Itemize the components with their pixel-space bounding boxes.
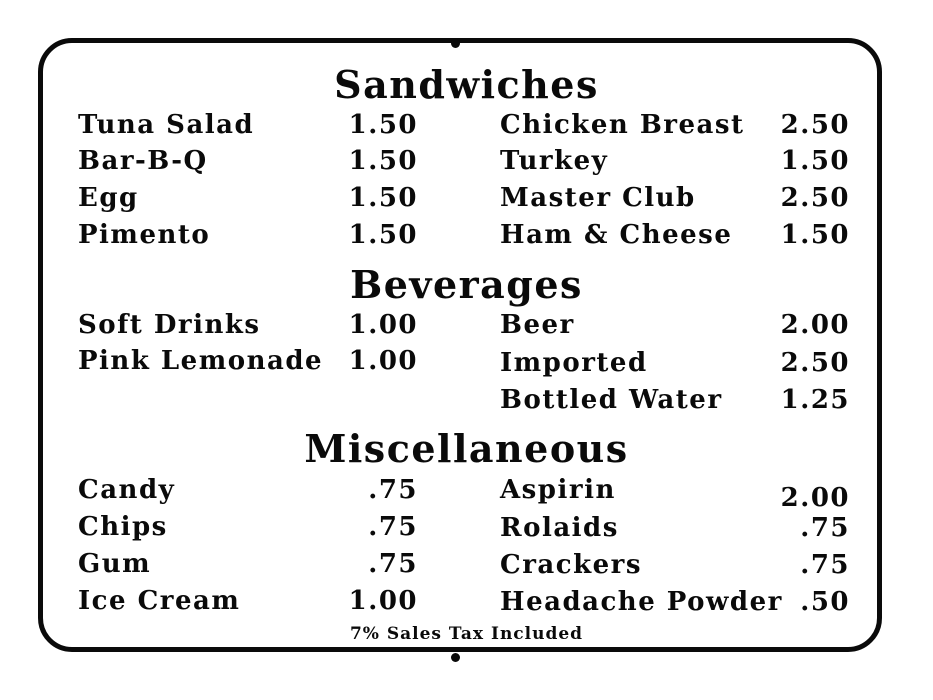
menu-item-name: Ham & Cheese [500,220,733,250]
menu-item-name: Bottled Water [500,385,723,415]
menu-item-price: 1.25 [780,385,850,415]
menu-item-name: Turkey [500,146,609,176]
menu-item-price: .75 [800,513,850,543]
menu-item-price: 1.50 [348,110,418,140]
section-heading-sandwiches: Sandwiches [334,62,599,107]
sales-tax-note: 7% Sales Tax Included [349,624,584,644]
menu-item-price: 2.50 [780,183,850,213]
menu-item-name: Rolaids [500,513,619,543]
menu-item-name: Gum [78,549,152,579]
menu-item-price: .75 [800,550,850,580]
menu-item-name: Ice Cream [78,586,241,616]
menu-item-name: Headache Powder [500,587,783,617]
menu-item-price: 2.50 [780,348,850,378]
mounting-hole-bottom [451,653,460,662]
menu-item-price: 1.50 [348,146,418,176]
menu-item-name: Beer [500,310,575,340]
menu-item-price: 1.50 [348,220,418,250]
menu-item-name: Pimento [78,220,211,250]
menu-item-name: Chips [78,512,168,542]
menu-item-price: .75 [368,549,418,579]
menu-item-name: Tuna Salad [78,110,255,140]
mounting-hole-top [451,39,460,48]
menu-item-price: 1.00 [348,310,418,340]
menu-item-price: 2.00 [780,310,850,340]
menu-item-price: 1.50 [780,146,850,176]
menu-item-name: Chicken Breast [500,110,745,140]
menu-item-name: Soft Drinks [78,310,261,340]
menu-item-price: .75 [368,512,418,542]
menu-item-name: Master Club [500,183,696,213]
menu-item-price: 1.00 [348,586,418,616]
menu-item-name: Candy [78,475,176,505]
menu-item-name: Egg [78,183,139,213]
menu-item-price: 1.50 [348,183,418,213]
menu-item-price: .75 [368,475,418,505]
menu-item-price: 2.00 [780,483,850,513]
menu-item-name: Imported [500,348,648,378]
menu-item-price: 2.50 [780,110,850,140]
section-heading-beverages: Beverages [350,262,583,307]
menu-item-name: Pink Lemonade [78,346,324,376]
menu-item-price: 1.00 [348,346,418,376]
section-heading-miscellaneous: Miscellaneous [304,426,629,471]
menu-item-name: Bar-B-Q [78,146,208,176]
menu-item-price: 1.50 [780,220,850,250]
menu-item-name: Crackers [500,550,642,580]
menu-item-name: Aspirin [500,475,616,505]
menu-item-price: .50 [800,587,850,617]
